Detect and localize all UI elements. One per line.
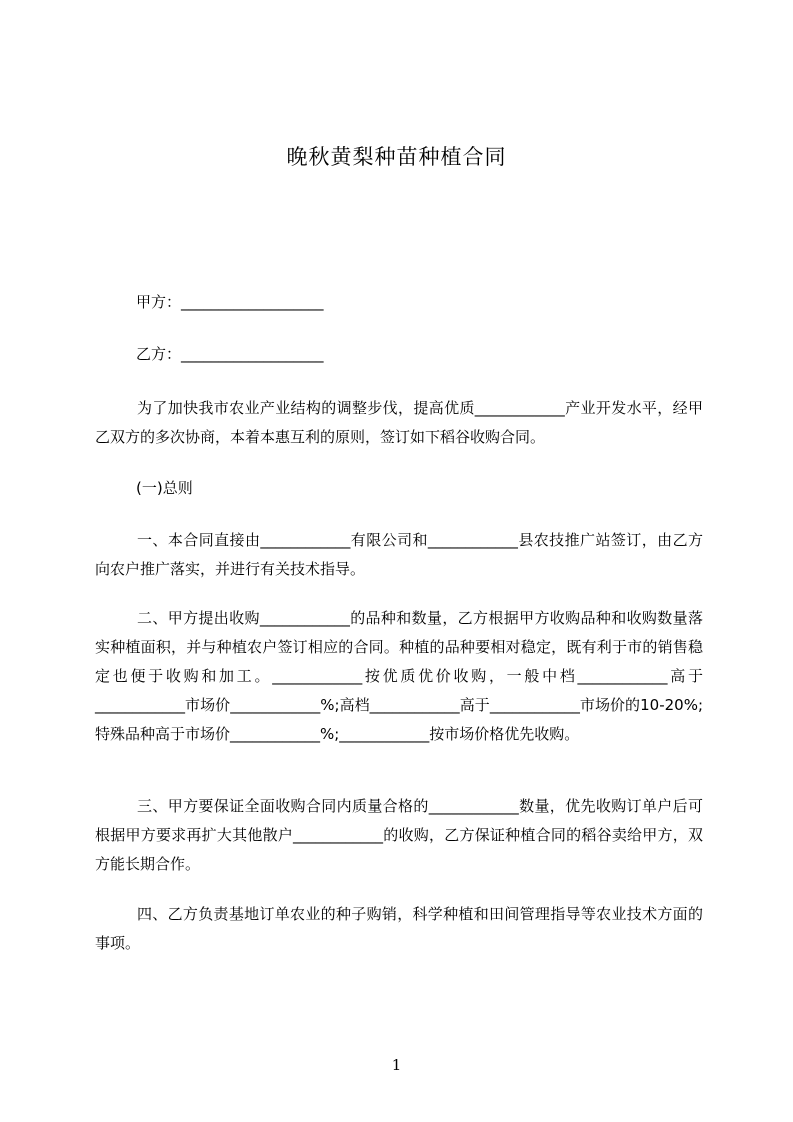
document-title: 晚秋黄梨种苗种植合同	[286, 145, 507, 169]
intro-paragraph: 为了加快我市农业产业结构的调整步伐，提高优质____________产业开发水平，经甲乙双方的多次协商，本着本惠互利的原则，签订如下稻谷收购合同。	[95, 399, 703, 446]
party-b-line: 乙方：___________________	[136, 345, 324, 363]
section-heading-general: (一)总则	[136, 479, 193, 497]
party-a-line: 甲方：___________________	[136, 293, 324, 311]
page-number: 1	[391, 1056, 402, 1074]
clause-1: 一、本合同直接由____________有限公司和____________县农技推广站签订，由乙方向农户推广落实，并进行有关技术指导。	[95, 531, 703, 578]
clause-2: 二、甲方提出收购____________的品种和数量，乙方根据甲方收购品种和收购数量落实种植面积，并与种植农户签订相应的合同。种植的品种要相对稳定，既有利于市的销售稳定也便于收购和加工。____________按优质优价收购，一般中档____________高于____________市场价____________%;高档____________高于____________市场价的10-20%;特殊品种高于市场价____________%;____________按市场价格优先收购。	[95, 609, 703, 743]
clause-3: 三、甲方要保证全面收购合同内质量合格的____________数量，优先收购订单户后可根据甲方要求再扩大其他散户____________的收购，乙方保证种植合同的稻谷卖给甲方，双方能长期合作。	[95, 797, 703, 873]
clause-4: 四、乙方负责基地订单农业的种子购销，科学种植和田间管理指导等农业技术方面的事项。	[95, 905, 703, 952]
